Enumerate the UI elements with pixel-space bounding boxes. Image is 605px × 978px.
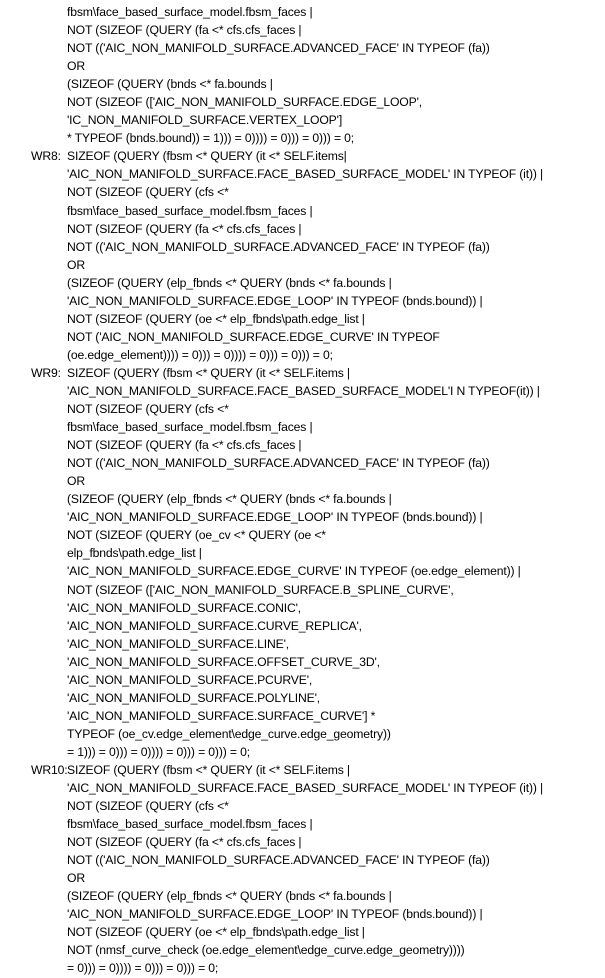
code-line: [0, 129, 605, 147]
code-line: [0, 905, 605, 923]
code-text: NOT (SIZEOF (QUERY (fa <* cfs.cfs_faces |: [67, 23, 302, 38]
rule-label: WR9:: [31, 365, 61, 380]
code-line: [0, 418, 605, 436]
code-line: [0, 57, 605, 75]
code-text: NOT (SIZEOF (['AIC_NON_MANIFOLD_SURFACE.EDGE_LOOP',: [67, 95, 423, 110]
code-text: SIZEOF (QUERY (fbsm <* QUERY (it <* SELF.items |: [67, 762, 350, 777]
code-line: [0, 165, 605, 183]
code-text: SIZEOF (QUERY (fbsm <* QUERY (it <* SELF.items|: [67, 149, 347, 164]
code-text: 'AIC_NON_MANIFOLD_SURFACE.PCURVE',: [67, 672, 313, 687]
code-text: OR: [67, 474, 85, 489]
code-line: [0, 599, 605, 617]
code-text: 'AIC_NON_MANIFOLD_SURFACE.FACE_BASED_SURFACE_MODEL' IN TYPEOF (it)) |: [67, 167, 544, 182]
code-text: (SIZEOF (QUERY (bnds <* fa.bounds |: [67, 77, 273, 92]
code-line: [0, 779, 605, 797]
code-line: [0, 454, 605, 472]
code-line: [0, 346, 605, 364]
code-text: 'AIC_NON_MANIFOLD_SURFACE.EDGE_CURVE' IN TYPEOF (oe.edge_element)) |: [67, 564, 521, 579]
code-line: [0, 310, 605, 328]
code-text: (SIZEOF (QUERY (elp_fbnds <* QUERY (bnds <* fa.bounds |: [67, 492, 392, 507]
code-line: [0, 887, 605, 905]
code-text: (oe.edge_element)))) = 0))) = 0)))) = 0))) = 0))) = 0;: [67, 347, 333, 362]
code-text: NOT (SIZEOF (QUERY (cfs <*: [67, 799, 229, 814]
code-line: [0, 797, 605, 815]
code-text: NOT (SIZEOF (QUERY (cfs <*: [67, 402, 229, 417]
code-line: [0, 923, 605, 941]
code-text: = 0))) = 0)))) = 0))) = 0))) = 0;: [67, 961, 219, 976]
code-line: [0, 238, 605, 256]
code-text: NOT (nmsf_curve_check (oe.edge_element\edge_curve.edge_geometry)))): [67, 943, 465, 958]
code-text: fbsm\face_based_surface_model.fbsm_faces |: [67, 5, 313, 19]
code-text: NOT (SIZEOF (QUERY (cfs <*: [67, 185, 229, 200]
code-line: [0, 472, 605, 490]
code-line: [0, 689, 605, 707]
code-text: 'AIC_NON_MANIFOLD_SURFACE.CONIC',: [67, 600, 302, 615]
code-text: * TYPEOF (bnds.bound)) = 1))) = 0)))) = 0))) = 0))) = 0;: [67, 131, 355, 146]
code-text: SIZEOF (QUERY (fbsm <* QUERY (it <* SELF.items |: [67, 365, 350, 380]
rule-line: [0, 364, 605, 382]
code-line: [0, 833, 605, 851]
code-line: [0, 382, 605, 400]
code-line: [0, 93, 605, 111]
code-line: [0, 544, 605, 562]
code-text: NOT (('AIC_NON_MANIFOLD_SURFACE.ADVANCED_FACE' IN TYPEOF (fa)): [67, 853, 490, 868]
code-text: 'AIC_NON_MANIFOLD_SURFACE.SURFACE_CURVE'] *: [67, 708, 376, 723]
code-line: [0, 526, 605, 544]
rule-label: WR8:: [31, 149, 61, 164]
code-line: [0, 581, 605, 599]
code-text: fbsm\face_based_surface_model.fbsm_faces |: [67, 817, 313, 832]
code-text: 'AIC_NON_MANIFOLD_SURFACE.FACE_BASED_SURFACE_MODEL' IN TYPEOF (it)) |: [67, 781, 544, 796]
code-text: NOT (SIZEOF (QUERY (fa <* cfs.cfs_faces |: [67, 221, 302, 236]
code-line: [0, 851, 605, 869]
code-line: [0, 959, 605, 977]
code-text: 'AIC_NON_MANIFOLD_SURFACE.EDGE_LOOP' IN TYPEOF (bnds.bound)) |: [67, 293, 483, 308]
code-line: [0, 707, 605, 725]
code-text: (SIZEOF (QUERY (elp_fbnds <* QUERY (bnds <* fa.bounds |: [67, 275, 392, 290]
code-text: NOT (SIZEOF (QUERY (oe_cv <* QUERY (oe <*: [67, 528, 326, 543]
code-line: [0, 815, 605, 833]
code-line: [0, 39, 605, 57]
code-line: [0, 436, 605, 454]
code-line: [0, 508, 605, 526]
code-line: [0, 328, 605, 346]
code-line: [0, 183, 605, 201]
code-line: [0, 21, 605, 39]
code-text: OR: [67, 257, 85, 272]
code-line: [0, 562, 605, 580]
code-text: OR: [67, 871, 85, 886]
code-line: [0, 653, 605, 671]
code-line: [0, 725, 605, 743]
code-text: 'AIC_NON_MANIFOLD_SURFACE.EDGE_LOOP' IN TYPEOF (bnds.bound)) |: [67, 907, 483, 922]
code-line: [0, 3, 605, 21]
rule-line: [0, 761, 605, 779]
code-text: fbsm\face_based_surface_model.fbsm_faces |: [67, 420, 313, 435]
code-text: NOT (SIZEOF (QUERY (fa <* cfs.cfs_faces |: [67, 835, 302, 850]
code-line: [0, 743, 605, 761]
code-text: 'AIC_NON_MANIFOLD_SURFACE.LINE',: [67, 636, 289, 651]
code-text: NOT (('AIC_NON_MANIFOLD_SURFACE.ADVANCED_FACE' IN TYPEOF (fa)): [67, 456, 490, 471]
code-line: [0, 869, 605, 887]
code-text: TYPEOF (oe_cv.edge_element\edge_curve.edge_geometry)): [67, 726, 391, 741]
code-text: NOT (SIZEOF (QUERY (fa <* cfs.cfs_faces |: [67, 438, 302, 453]
code-line: [0, 617, 605, 635]
code-text: 'AIC_NON_MANIFOLD_SURFACE.EDGE_LOOP' IN TYPEOF (bnds.bound)) |: [67, 510, 483, 525]
code-line: [0, 202, 605, 220]
code-text: 'AIC_NON_MANIFOLD_SURFACE.POLYLINE',: [67, 690, 320, 705]
code-text: 'AIC_NON_MANIFOLD_SURFACE.OFFSET_CURVE_3D',: [67, 654, 380, 669]
rule-line: [0, 147, 605, 165]
code-text: NOT (SIZEOF (QUERY (oe <* elp_fbnds\path.edge_list |: [67, 311, 365, 326]
code-text: OR: [67, 59, 85, 74]
code-text: NOT (SIZEOF (['AIC_NON_MANIFOLD_SURFACE.B_SPLINE_CURVE',: [67, 582, 454, 597]
code-line: [0, 274, 605, 292]
code-line: [0, 941, 605, 959]
code-text: 'AIC_NON_MANIFOLD_SURFACE.FACE_BASED_SURFACE_MODEL'I N TYPEOF(it)) |: [67, 383, 540, 398]
express-rules-listing: [0, 3, 605, 978]
code-line: [0, 292, 605, 310]
code-line: [0, 111, 605, 129]
code-text: (SIZEOF (QUERY (elp_fbnds <* QUERY (bnds <* fa.bounds |: [67, 889, 392, 904]
code-line: [0, 400, 605, 418]
code-text: NOT (('AIC_NON_MANIFOLD_SURFACE.ADVANCED_FACE' IN TYPEOF (fa)): [67, 41, 490, 56]
code-text: = 1))) = 0))) = 0)))) = 0))) = 0))) = 0;: [67, 744, 250, 759]
code-text: NOT ('AIC_NON_MANIFOLD_SURFACE.EDGE_CURVE' IN TYPEOF: [67, 329, 440, 344]
code-line: [0, 75, 605, 93]
code-text: NOT (('AIC_NON_MANIFOLD_SURFACE.ADVANCED_FACE' IN TYPEOF (fa)): [67, 239, 490, 254]
code-line: [0, 256, 605, 274]
code-text: 'AIC_NON_MANIFOLD_SURFACE.CURVE_REPLICA',: [67, 618, 362, 633]
code-line: [0, 220, 605, 238]
rule-label: WR10:: [31, 762, 68, 777]
code-line: [0, 635, 605, 653]
code-text: elp_fbnds\path.edge_list |: [67, 546, 202, 561]
code-text: NOT (SIZEOF (QUERY (oe <* elp_fbnds\path.edge_list |: [67, 925, 365, 940]
code-text: 'IC_NON_MANIFOLD_SURFACE.VERTEX_LOOP']: [67, 113, 343, 128]
code-line: [0, 671, 605, 689]
code-line: [0, 490, 605, 508]
code-text: fbsm\face_based_surface_model.fbsm_faces |: [67, 203, 313, 218]
